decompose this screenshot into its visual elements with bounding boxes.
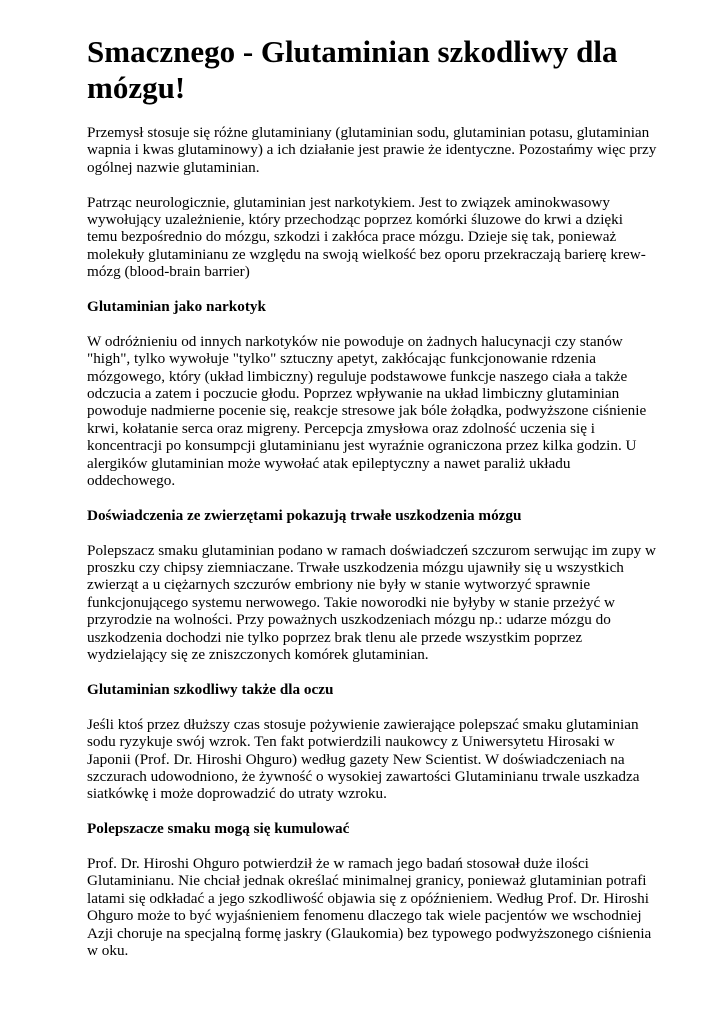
section-paragraph-accumulation: Prof. Dr. Hiroshi Ohguro potwierdził że w ramach jego badań stosował duże ilości Glutaminianu. Nie chciał jednak określać minimalnej granicy, ponieważ glutaminian potrafi latami się odkładać a jego szkodliwość objawia się z opóźnieniem. Według Prof. Dr. Hiroshi Ohguro może to być wyjaśnieniem fenomenu dlaczego tak wiele pacjentów we wschodniej Azji choruje na specjalną formę jaskry (Glaukomia) bez typowego podwyższonego ciśnienia w oku. [87, 854, 652, 959]
section-heading-eyes: Glutaminian szkodliwy także dla oczu [87, 680, 334, 698]
section-paragraph-eyes: Jeśli ktoś przez dłuższy czas stosuje pożywienie zawierające polepszać smaku glutaminian sodu ryzykuje swój wzrok. Ten fakt potwierdzili naukowcy z Uniwersytetu Hirosaki w Japonii (Prof. Dr. Hiroshi Ohguro) według gazety New Scientist. W doświadczeniach na szczurach udowodniono, że żywność o wysokiej zawartości Glutaminianu trwale uszkadza siatkówkę i może doprowadzić do utraty wzroku. [87, 715, 640, 803]
section-heading-animal-experiments: Doświadczenia ze zwierzętami pokazują trwałe uszkodzenia mózgu [87, 506, 522, 524]
intro-paragraph-2: Patrząc neurologicznie, glutaminian jest narkotykiem. Jest to związek aminokwasowy wywołujący uzależnienie, który przechodząc poprzez komórki śluzowe do krwi a dzięki temu bezpośrednio do mózgu, szkodzi i zakłóca prace mózgu. Dzieje się tak, ponieważ molekuły glutaminianu ze względu na swoją wielkość bez oporu przekraczają barierę krew-mózg (blood-brain barrier) [87, 193, 646, 281]
section-heading-accumulation: Polepszacze smaku mogą się kumulować [87, 820, 350, 838]
section-heading-drug: Glutaminian jako narkotyk [87, 298, 266, 316]
page-title: Smacznego - Glutaminian szkodliwy dla mózgu! [87, 34, 618, 105]
section-paragraph-drug: W odróżnieniu od innych narkotyków nie powoduje on żadnych halucynacji czy stanów "high", tylko wywołuje "tylko" sztuczny apetyt, zakłócając funkcjonowanie rdzenia mózgowego, który (układ limbiczny) reguluje podstawowe funkcje naszego ciała a także odczucia a zatem i poczucie głodu. Poprzez wpływanie na układ limbiczny glutaminian powoduje nadmierne pocenie się, reakcje stresowe jak bóle żołądka, podwyższone ciśnienie krwi, kołatanie serca oraz migreny. Percepcja zmysłowa oraz zdolność uczenia się i koncentracji po konsumpcji glutaminianu jest wyraźnie ograniczona przez kilka godzin. U alergików glutaminian może wywołać atak epileptyczny a nawet paraliż układu oddechowego. [87, 332, 647, 490]
section-paragraph-animal-experiments: Polepszacz smaku glutaminian podano w ramach doświadczeń szczurom serwując im zupy w proszku czy chipsy ziemniaczane. Trwałe uszkodzenia mózgu ujawniły się u wszystkich zwierząt a u ciężarnych szczurów embriony nie były w stanie wytworzyć sprawnie funkcjonującego systemu nerwowego. Takie noworodki nie byłyby w stanie przeżyć w przyrodzie na wolności. Przy poważnych uszkodzeniach mózgu np.: udarze mózgu do uszkodzenia dochodzi nie tylko poprzez brak tlenu ale przede wszystkim poprzez wydzielający się ze zniszczonych komórek glutaminian. [87, 541, 656, 664]
intro-paragraph-1: Przemysł stosuje się różne glutaminiany (glutaminian sodu, glutaminian potasu, glutaminian wapnia i kwas glutaminowy) a ich działanie jest prawie że identyczne. Pozostańmy więc przy ogólnej nazwie glutaminian. [87, 124, 657, 176]
